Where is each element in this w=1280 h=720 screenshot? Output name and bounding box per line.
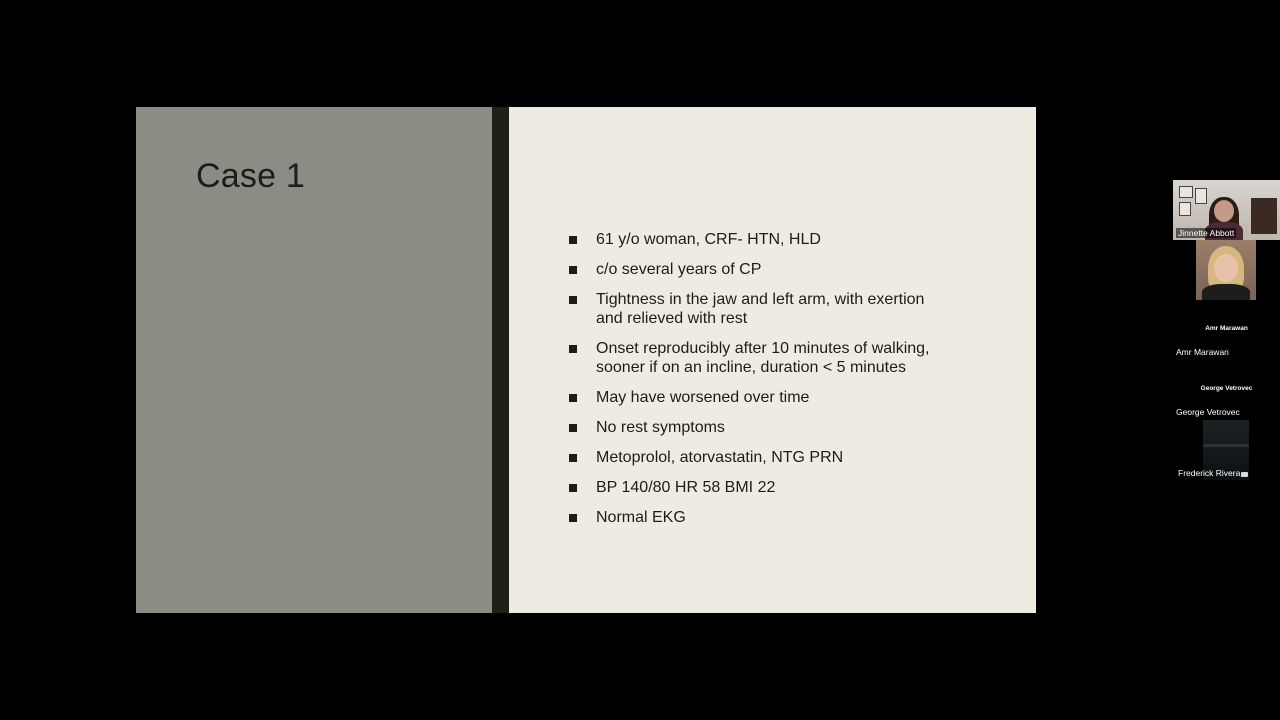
- bullet-text: No rest symptoms: [596, 419, 725, 436]
- slide-title-panel: [136, 107, 492, 613]
- square-bullet-icon: [569, 266, 577, 274]
- bullet-item: [569, 339, 949, 377]
- bullet-text: May have worsened over time: [596, 389, 810, 406]
- bullet-item: [569, 448, 949, 467]
- bullet-item: [569, 290, 949, 328]
- participant-name: George Vetrovec: [1176, 407, 1240, 417]
- bullet-list: [569, 230, 949, 538]
- participant-tile-george-vetrovec[interactable]: [1173, 360, 1280, 420]
- wall-frame: [1195, 188, 1207, 204]
- participant-name: Frederick Rivera: [1178, 468, 1241, 478]
- bullet-text: Tightness in the jaw and left arm, with exertion and relieved with rest: [596, 291, 925, 327]
- participant-strip[interactable]: [1173, 180, 1280, 480]
- wall-frame: [1179, 186, 1193, 198]
- wall-frame: [1179, 202, 1191, 216]
- muted-video-icon: [1241, 472, 1248, 477]
- square-bullet-icon: [569, 345, 577, 353]
- participant-name: Jinnette Abbott: [1178, 228, 1235, 238]
- slide-title: Case 1: [196, 157, 305, 195]
- person-head: [1214, 200, 1234, 222]
- participant-display-name: Amr Marawan: [1205, 325, 1248, 332]
- shared-slide: [136, 107, 1036, 613]
- participant-display-name: George Vetrovec: [1200, 385, 1253, 392]
- profile-photo: [1196, 240, 1256, 300]
- bullet-text: Normal EKG: [596, 509, 686, 526]
- slide-divider: [492, 107, 509, 613]
- square-bullet-icon: [569, 236, 577, 244]
- avatar-face: [1214, 254, 1238, 282]
- bullet-item: [569, 478, 949, 497]
- slide-content-panel: [509, 107, 1036, 613]
- bullet-text: Onset reproducibly after 10 minutes of walking, sooner if on an incline, duration < 5 minutes: [596, 340, 930, 376]
- bullet-text: 61 y/o woman, CRF- HTN, HLD: [596, 231, 821, 248]
- participant-tile-frederick-rivera[interactable]: [1173, 420, 1280, 480]
- bullet-item: [569, 388, 949, 407]
- participant-tile-amr-marawan[interactable]: [1173, 300, 1280, 360]
- bullet-text: c/o several years of CP: [596, 261, 762, 278]
- square-bullet-icon: [569, 424, 577, 432]
- bullet-item: [569, 508, 949, 527]
- participant-name: Amr Marawan: [1176, 347, 1229, 357]
- participant-tile-photo[interactable]: [1173, 240, 1280, 300]
- bullet-item: [569, 418, 949, 437]
- square-bullet-icon: [569, 394, 577, 402]
- square-bullet-icon: [569, 514, 577, 522]
- participant-tile-jinnette-abbott[interactable]: [1173, 180, 1280, 240]
- square-bullet-icon: [569, 484, 577, 492]
- avatar-shirt: [1202, 284, 1250, 300]
- bullet-item: [569, 260, 949, 279]
- square-bullet-icon: [569, 296, 577, 304]
- bullet-item: [569, 230, 949, 249]
- square-bullet-icon: [569, 454, 577, 462]
- bullet-text: Metoprolol, atorvastatin, NTG PRN: [596, 449, 844, 466]
- bullet-text: BP 140/80 HR 58 BMI 22: [596, 479, 776, 496]
- video-highlight: [1203, 444, 1249, 447]
- bookshelf: [1251, 198, 1277, 234]
